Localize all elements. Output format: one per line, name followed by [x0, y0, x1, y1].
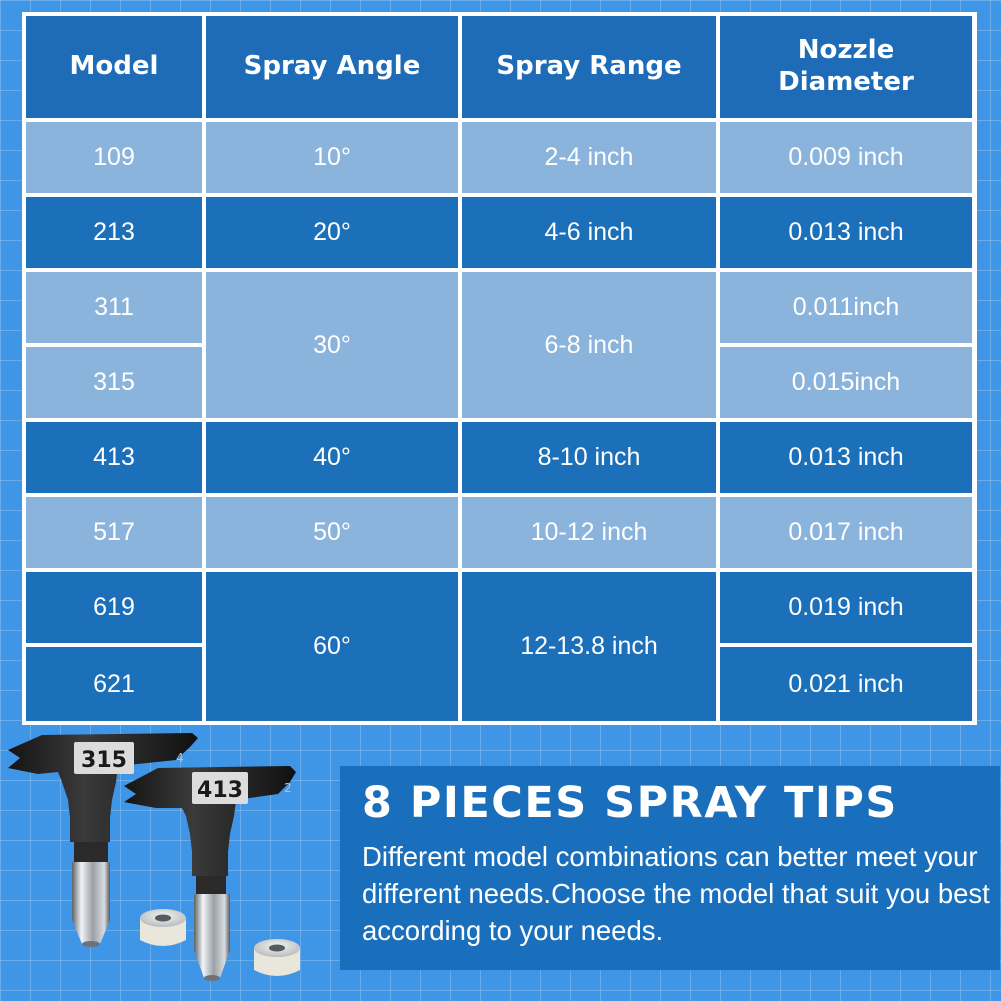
model-cell: 213: [26, 197, 202, 268]
model-cell: 315: [26, 347, 202, 418]
spray-tips-illustration: [0, 728, 345, 1001]
tip-315-number: 315: [81, 748, 127, 773]
diameter-cell: 0.011inch: [720, 272, 972, 343]
header-nozzle-diameter: [720, 16, 972, 118]
diameter-cell: 0.015inch: [720, 347, 972, 418]
header-spray-range: Spray Range: [462, 16, 716, 118]
diameter-cell: 0.013 inch: [720, 197, 972, 268]
promo-banner: [340, 766, 1000, 970]
range-cell: 2-4 inch: [462, 122, 716, 193]
diameter-cell: 0.009 inch: [720, 122, 972, 193]
diameter-cell: 0.021 inch: [720, 647, 972, 721]
angle-cell: 10°: [206, 122, 458, 193]
model-cell: 621: [26, 647, 202, 721]
diameter-cell: 0.017 inch: [720, 497, 972, 568]
model-cell: 619: [26, 572, 202, 643]
banner-description: Different model combinations can better meet your different needs.Choose the model that suit you best according to your needs.: [362, 841, 990, 946]
model-cell: 109: [26, 122, 202, 193]
angle-cell: 30°: [206, 272, 458, 418]
model-cell: 413: [26, 422, 202, 493]
range-cell: 12-13.8 inch: [462, 572, 716, 721]
header-spray-angle: Spray Angle: [206, 16, 458, 118]
angle-cell: 40°: [206, 422, 458, 493]
tip-413-side-mark: 2: [284, 781, 292, 795]
gasket-seat-2: [254, 939, 300, 976]
header-nozzle-line2: Diameter: [778, 67, 914, 97]
model-cell: 311: [26, 272, 202, 343]
banner-title: 8 PIECES SPRAY TIPS: [362, 778, 898, 828]
spray-tip-table: [22, 12, 977, 725]
range-cell: 8-10 inch: [462, 422, 716, 493]
gasket-seat-1: [140, 909, 186, 946]
model-cell: 517: [26, 497, 202, 568]
range-cell: 10-12 inch: [462, 497, 716, 568]
angle-cell: 20°: [206, 197, 458, 268]
range-cell: 4-6 inch: [462, 197, 716, 268]
header-nozzle-line1: Nozzle: [797, 35, 895, 66]
range-cell: 6-8 inch: [462, 272, 716, 418]
header-model: Model: [26, 16, 202, 118]
angle-cell: 50°: [206, 497, 458, 568]
diameter-cell: 0.013 inch: [720, 422, 972, 493]
angle-cell: 60°: [206, 572, 458, 721]
tip-413-number: 413: [197, 778, 243, 803]
diameter-cell: 0.019 inch: [720, 572, 972, 643]
tip-315-side-mark: 4: [176, 751, 184, 765]
